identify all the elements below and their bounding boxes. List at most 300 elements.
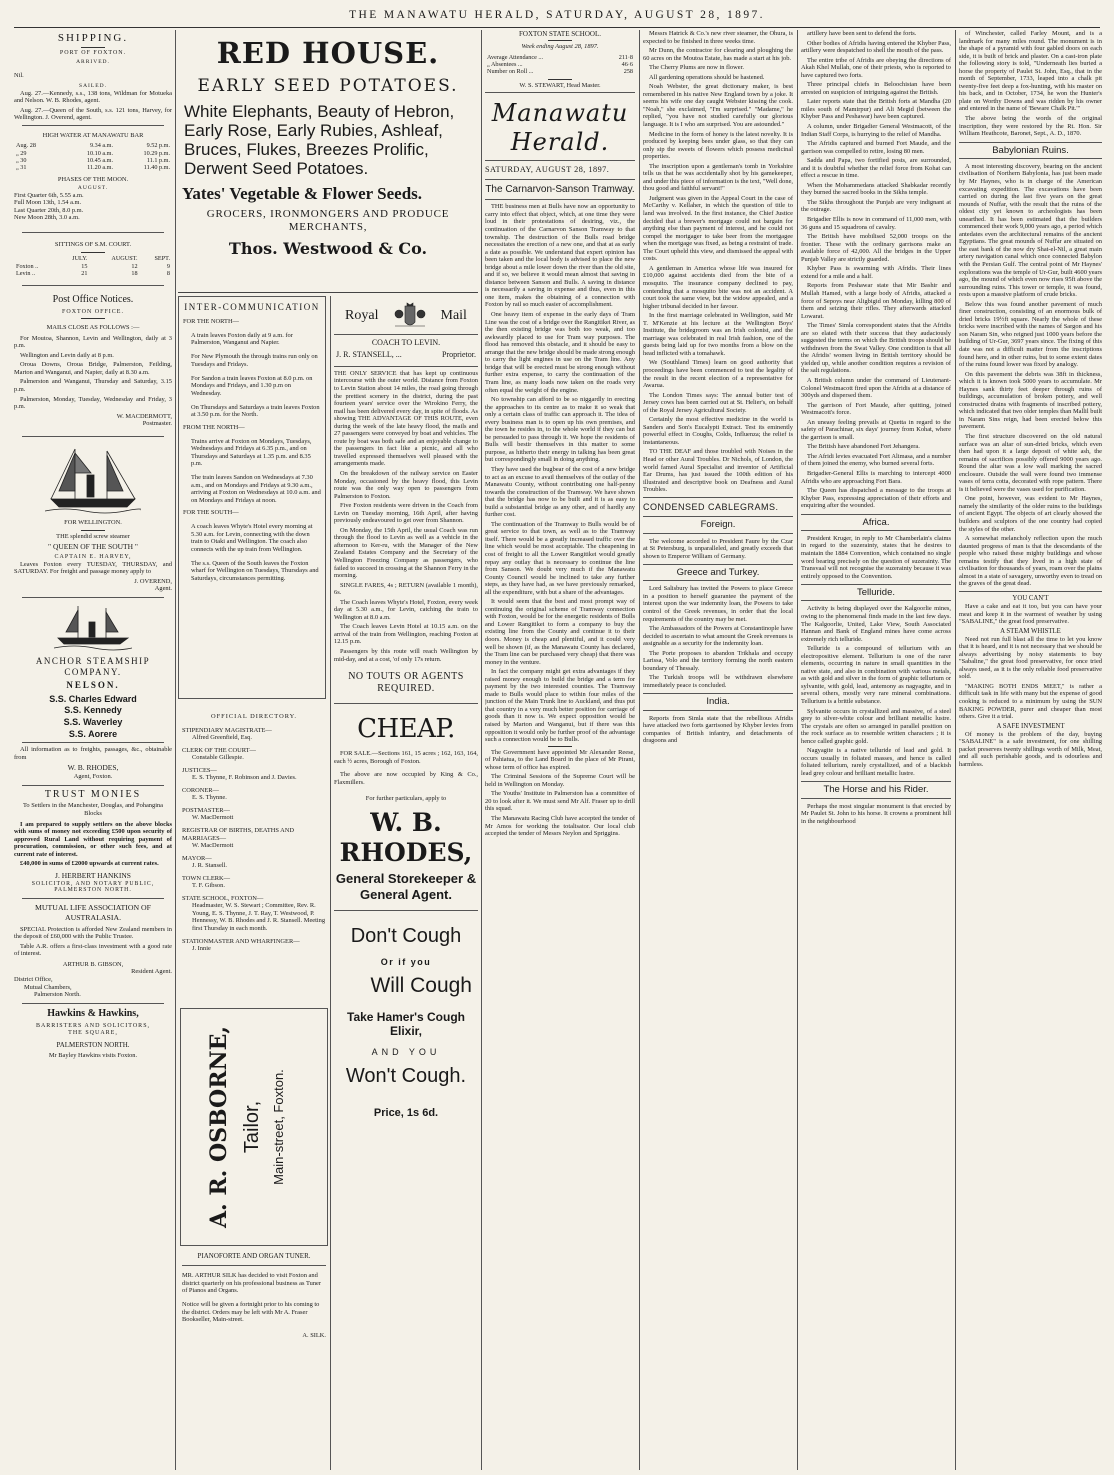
post-office-heading: Post Office Notices. (52, 294, 134, 306)
anchor-steamer-illustration (54, 602, 132, 652)
tide-row-cell: 11.40 p.m. (143, 164, 170, 172)
tide-row (14, 142, 172, 149)
mutual-text-2: Table A.R. offers a first-class investment with a good rate of interest. (14, 942, 172, 958)
column-2b (334, 296, 478, 1470)
tide-row (14, 157, 172, 164)
column-rule (330, 296, 331, 1470)
babylon-paragraph: A somewhat melancholy reflection upon the much daunted progress of man is that the descendants of the people who raised these mighty buildings and whose remains testify that they lived in a high state of civilisation for thousands of years, roam over the plains almost in a state of savagery, unworthy even to tread on the graves of the great dead. (959, 535, 1102, 588)
india-continued (801, 30, 951, 510)
babylonian-text (959, 163, 1102, 588)
port-heading: PORT OF FOXTON. (59, 49, 127, 56)
moon-month: AUGUST. (77, 185, 109, 192)
for-sale-text: FOR SALE.—Sections 161, 15 acres ; 162, 163, 164, each ½ acres, Borough of Foxton. (334, 750, 478, 765)
school-row-cell: 211·8 (618, 53, 633, 61)
school-signature: W. S. STEWART, Head Master. (519, 81, 601, 89)
news-paragraph: We (Southland Times) learn on good authority that proceedings have been commenced to test the legality of the result in the recent election of a representative for Awarua. (643, 359, 793, 390)
greece-text (643, 585, 793, 689)
mails-heading: MAILS CLOSE AS FOLLOWS :— (46, 324, 140, 332)
coach-text: THE ONLY SERVICE that has kept up continuous intercourse with the outer world. Distance from Foxton to Levin Station about 14 miles, the road going through the prettiest scenery in the district, during the past fourteen years' service over the Wirokino Ferry, the mail has been delivered every day, in spite of floods. As showing THE ADVANTAGE OF THIS ROUTE, even during the week of the late heavy flood, the mails and 27 passengers were conveyed by boat and vehicles. The route by boat was both safe and an enjoyable change to the passengers in fact like a picnic, and all who travelled expressed themselves well pleased with the arrangements made. (334, 369, 478, 468)
ship-list (14, 694, 172, 739)
proprietor-name: J. R. STANSELL, ... (336, 350, 402, 360)
divider (485, 160, 635, 161)
moon-phase: First Quarter 6th, 5.55 a.m. (14, 191, 84, 199)
india-paragraph: The entire tribe of Afridis are obeying the directions of Akah Khel Mullah, one of their priests, who is reported to have captured two forts. (801, 56, 951, 79)
tramway-title: The Carnarvon-Sanson Tramway. (485, 183, 635, 195)
directory-value: T. F. Gibson. (192, 882, 225, 890)
anchor-agent: W. B. RHODES, (67, 763, 119, 773)
india-paragraph: Later reports state that the British forts at Mandha (20 miles south of Mamirpur) and Ali Megid (between the Khyber Pass and Peshawar) have been captured. (801, 98, 951, 121)
inter-communication-heading: INTER-COMMUNICATION (184, 302, 320, 312)
mail-label: Mail (440, 307, 467, 323)
india-paragraph: The Times' Simla correspondent states that the Afridis are so elated with their success that they audaciously suggested the terms on which the British troops should be withdrawn from the Swat Valley. One condition is that all the Afridis' women living in British territory should be yielded up, while another condition requires a revision of the salt regulations. (801, 322, 951, 375)
tide-row-cell: 10.10 a.m. (86, 149, 114, 157)
tramway-paragraph: THE business men at Bulls have now an opportunity to carry into effect that object, which, at one time they were loud in their protestations of desiring, viz., the continuation of the Carnarvon Sanson Tramway to that township. The destruction of the Bulls road bridge necessitates the erection of a new one, and that at as early a date as possible. We understand that expert opinion has been taken and the local body is advised to place the new bridge about a mile lower down the river than the old site, and if so, we believe it would mean almost that saving in distance between Sanson and Bulls. A saving in distance is necessarily a saving in expense and thus, even in this one item, makes the obtaining of a connection with Foxton by rail so much easier of accomplishment. (485, 203, 635, 309)
ship-name: S.S. Charles Edward (49, 693, 137, 704)
india-paragraph: Sadda and Papa, two fortified posts, are surrounded, and it is doubtful whether the relief force from Kohat can effect a rescue in time. (801, 157, 951, 180)
divider (334, 910, 478, 911)
anchor-agent-title: Agent, Foxton. (73, 773, 113, 781)
coach-text: Five Foxton residents were driven in the Coach from Levin on Tuesday morning, 16th April, after having previously endeavoured to get over from Shannon. (334, 502, 478, 525)
directory-value: J. R. Stansell. (192, 862, 227, 870)
column-rule (175, 30, 176, 1470)
india-paragraph: An uneasy feeling prevails at Quetta in regard to the safety of Parachinar, six days' journey from Kohat, where the garrison is small. (801, 418, 951, 441)
directory-label: POSTMASTER— (182, 806, 230, 814)
school-row-cell: 258 (623, 68, 633, 76)
moon-phase: Last Quarter 20th, 8.0 p.m. (14, 206, 84, 214)
hawkins-town: PALMERSTON NORTH. (56, 1040, 130, 1049)
india-paragraph: A column, under Brigadier General Westmacott, of the Indian Staff Corps, is hurrying to the relief of Mandha. (801, 123, 951, 138)
directory-label: STATE SCHOOL, FOXTON— (182, 894, 264, 902)
tide-row-cell: Aug. 28 (16, 142, 36, 150)
directory-label: JUSTICES— (182, 766, 217, 774)
rhodes-title: General Storekeeper & General Agent. (335, 871, 477, 902)
greece-turkey-heading: Greece and Turkey. (643, 564, 793, 581)
tide-table (14, 142, 172, 171)
news-paragraph: A gentleman in America whose life was insured for £10,000 against accidents died from the bite of a mosquito. The insurance company declined to pay, contending that a mosquito bite was not an accident. A court took the same view, but the widow appealed, and a higher tribunal decided in her favour. (643, 264, 793, 310)
divider (81, 530, 105, 531)
babylon-paragraph: One point, however, was evident to Mr Haynes, namely the similarity of the older ruins to the buildings of ancient Egypt. The objects of art clearly showed the builders and sculptors of the one country had copied the styles of the other. (959, 495, 1102, 533)
greece-paragraph: The Ambassadors of the Powers at Constantinople have decided to ascertain to what amount the Greek revenues is assignable as a security for the indemnity loan. (643, 625, 793, 648)
horse-paragraph: of Winchester, called Farley Mount, and is a landmark for many miles round. The monument is in the shape of a pyramid with four gabled doors on each side, it is built of brick and plaster. On a cast-iron plate the following story is told, "Underneath lies buried a horse the property of Paulet St. John, Esq., that in the month of September, 1733, leaped into a chalk pit twenty-five feet deep a fox-hunting, with his master on his back, and in October, 1734, he won the Hunter's plate on Worthy Downs and was ridden by his owner and entered in the name of 'Beware Chalk Pit.'" (959, 30, 1102, 113)
school-row-cell: Average Attendance ... (487, 53, 544, 61)
ship-name: S.S. Aorere (68, 728, 118, 739)
shipping-heading: SHIPPING. (57, 32, 129, 44)
grocers-line: GROCERS, IRONMONGERS AND PRODUCE MERCHANTS, (206, 208, 450, 234)
greece-paragraph: The Turkish troops will be withdrawn elsewhere immediately peace is concluded. (643, 674, 793, 689)
directory-label: REGISTRAR OF BIRTHS, DEATHS AND MARRIAGES— (182, 827, 294, 842)
gibson-town: Palmerston North. (34, 991, 81, 999)
column-4 (643, 30, 793, 1470)
cant-heading: YOU CAN'T (1012, 594, 1049, 602)
school-row (485, 54, 635, 61)
piano-heading: PIANOFORTE AND ORGAN TUNER. (197, 1252, 311, 1260)
india-paragraph: The Afridi levies evacuated Fort Alimasa, and a number of them joined the enemy, who burned several forts. (801, 452, 951, 468)
tramway-paragraph: The continuation of the Tramway to Bulls would be of great service to that town, as well as to the Tramway itself. There would be a greatly increased traffic over the line which would be most acceptable. The cheapening in cost of freight to all the Lower Rangitikei would greatly repay any outlay that is necessary to continue the line from Sanson. We doubt very much if the Manawatu County Council would be inclined to take any further steps, as they have had, as we have previously remarked, all the expenditure, with but a share of the advantages. (485, 520, 635, 596)
condensed-cablegrams-heading: CONDENSED CABLEGRAMS. (643, 501, 779, 512)
occupied-text: The above are now occupied by King & Co., Flaxmillers. (334, 771, 478, 787)
herald-title: Manawatu Herald. (491, 99, 629, 156)
ship-name: S.S. Kennedy (64, 705, 122, 716)
horse-text: Perhaps the most singular monument is that erected by Mr Paulet St. John to his horse. It crowns a prominent hill in the neighbourhood (801, 802, 951, 825)
greece-paragraph: The Porte proposes to abandon Trikhala and occupy Larissa, Volo and the territory forming the north eastern boundary of Thessaly. (643, 649, 793, 672)
sittings-row-cell: JULY. (72, 255, 88, 263)
coach-text: On Monday, the 15th April, the usual Coach was run through the flood to Levin as well as a vehicle in the afternoon to Ker-ru, with the Manager of the New Zealand Estates Company and the Secretary of the Wellington Freezing Company as passengers, who failed to succeed in crossing at the Shannon Ferry in the morning. (334, 526, 478, 580)
news-paragraph: Mr Dunn, the contractor for clearing and ploughing the 60 acres on the Moutoa Estate, has made a start at his job. (643, 47, 793, 62)
apply-text: For further particulars, apply to (365, 794, 447, 802)
post-office-sub: FOXTON OFFICE. (62, 309, 124, 316)
sittings-row-cell: 18 (131, 269, 138, 277)
divider (548, 40, 572, 41)
telluride-paragraph: Telluride is a compound of tellurium with an electropositive element. Tellurium is one of the rarer elements, occurring in nature in small quantities in the native state, and also in combination with various metals, as with gold and silver in the form of graphic tellurium or sylvanite, with gold, lead, antemony as nagyagite, and in several others, mostly very rare mineral combinations. Tellurium is a brittle substance. (801, 645, 951, 705)
coach-heading: COACH TO LEVIN. (371, 338, 441, 347)
potato-varieties: White Elephants, Beauty of Hebron, Early Rose, Early Rubies, Ashleaf, Bruces, Flukes, Breezes Prolific, Derwent Seed Potatoes. (184, 102, 455, 179)
column-rule (481, 30, 482, 1470)
moon-phase: New Moon 28th, 3.0 a.m. (14, 214, 80, 222)
telluride-text (801, 605, 951, 777)
elixir-price: Price, 1s 6d. (373, 1106, 439, 1119)
nil-text: Nil. (14, 71, 24, 79)
directory-value: Constable Gillespie. (192, 754, 244, 762)
queen-schedule: Leaves Foxton every TUESDAY, THURSDAY, and SATURDAY. For freight and passage money apply to (14, 560, 172, 576)
india-paragraph: The garrison of Fort Maude, after quitting, joined Westmacott's force. (801, 401, 951, 417)
directory-heading: OFFICIAL DIRECTORY. (211, 713, 297, 720)
divider (22, 232, 164, 233)
news-item: The Manawatu Racing Club have accepted the tender of Mr Amos for working the totalisator. Our local club accepted the tender of Messrs Neylon and Spriggins. (485, 815, 635, 838)
tramway-paragraph: They have used the bugbear of the cost of a new bridge to act as an excuse to avail themselves of the outlay of the Manawatu County, without contributing one half-penny towards the construction of the Tramway. We have shown that the bridge has now to be built and it is as easy to build a substantial bridge as any other, and of hardly any further cost. (485, 465, 635, 519)
school-heading: FOXTON STATE SCHOOL. (519, 30, 601, 38)
royal-crest-icon (393, 302, 427, 330)
column-3 (485, 30, 635, 1470)
piano-tuner-ad (182, 1252, 326, 1339)
moon-phase: Full Moon 13th, 1.54 a.m. (14, 199, 82, 207)
gibson-office: District Office, (14, 975, 53, 983)
safe-heading: A SAFE INVESTMENT (996, 722, 1065, 730)
trust-text: I am prepared to supply settlers on the above blocks with sums of money not exceeding £500 upon security of approved Rural Land without requiring payment of procuration, commission, or other such fees, and at current rate of interest. (14, 820, 172, 858)
news-paragraph: TO THE DEAF and those troubled with Noises in the Head or other Aural Troubles. Dr Nichols, of London, the world famed Aural Specialist and inventor of Artificial Ear Drums, has just issued the 100th edition of his illustrated and descriptive book on Deafness and Aural Troubles. (643, 448, 793, 494)
sailed-heading: SAILED. (79, 83, 107, 90)
news-paragraph: All gardening operations should be hastened. (649, 73, 765, 81)
for-south-heading: FOR THE SOUTH— (183, 509, 239, 517)
school-row-cell: 46·6 (621, 61, 633, 69)
high-water-heading: HIGH WATER AT MANAWATU BAR (42, 131, 144, 139)
tide-row-cell: 11.20 a.m. (87, 164, 114, 172)
gibson-name: ARTHUR B. GIBSON, (62, 960, 124, 968)
sailed-entry: Aug. 27.—Queen of the South, s.s. 121 tons, Harvey, for Wellington. J. Overend, agent. (14, 106, 172, 122)
directory-value: W. MacDermott (192, 842, 234, 850)
sittings-row (14, 263, 172, 270)
for-north-heading: FOR THE NORTH— (183, 317, 239, 325)
india-paragraph: Other bodies of Afridis having entered the Khyber Pass, artillery were despatched to shell the mouth of the pass. (801, 39, 951, 55)
news-paragraph: In the first marriage celebrated in Wellington, said Mr T. M'Kenzie at his lecture at the Wellington Boys' Institute, the bridegroom was an Irish colonist, and the marriage was celebrated in real Irish fashion, one of the guests being laid up for two months from a blow on the head inflicted with a tomahawk. (643, 312, 793, 357)
hawkins-square: THE SQUARE, (68, 1030, 118, 1037)
tide-row-cell: 9.52 p.m. (146, 142, 170, 150)
news-paragraph: Judgment was given in the Appeal Court in the case of McCarthy v. Kellaher, in which the question of title to land was involved. In the first instance, the Chief Justice decided that a brewer's mortgage could not bargain for anything else than payment of interest, and he could not compel the mortgager to take beer from the mortgagee when the mortgage was fixed, as being a restraint of trade. The Court upheld this view, and dismissed the appeal with costs. (643, 194, 793, 263)
divider (22, 436, 164, 437)
sittings-row-cell: Foxton .. (16, 262, 39, 270)
osborne-address: Main-street, Foxton. (271, 1069, 286, 1185)
india-paragraph: Khyber Pass is swarming with Afridis. Their lines extend for a mile and a half. (801, 265, 951, 280)
hankins-place: PALMERSTON NORTH. (54, 887, 132, 894)
india-paragraph: Brigadier Ellis is now in command of 11,000 men, with 36 guns and 15 squadrons of cavalry. (801, 216, 951, 231)
proprietor-line (336, 350, 476, 359)
divider (548, 79, 572, 80)
divider (182, 1265, 326, 1266)
official-directory (182, 705, 326, 955)
sittings-row-cell: AUGUST. (111, 255, 138, 263)
divider (959, 591, 1102, 592)
divider (22, 1003, 164, 1004)
anchor-info: All information as to freights, passages, &c., obtainable from (14, 746, 172, 761)
wont-cough: Won't Cough. (345, 1065, 467, 1088)
telluride-paragraph: Activity is being displayed over the Kalgoorlie mines, owing to the phenomenal finds made in the last few days. The Kalgoorlie, United, Lake View, South Associated Hannan and Bank of England mines have come across extremely rich telluride. (801, 605, 951, 643)
news-item: The Youths' Institute in Palmerston has a committee of 20 to look after it. We must send Mr Alf. Fraser up to drill this squad. (485, 790, 635, 813)
postmaster-name: W. MACDERMOTT, (116, 412, 172, 420)
news-paragraph: Noah Webster, the great dictionary maker, is best remembered in his native New England town by a joke. It seems his wife one day caught Webster kissing the cook. "Noah," she exclaimed, "I'm surprised." "Madame," he replied, "you have not studied carefully our glorious language. It is I who am surprised. You are astounded." (643, 83, 793, 129)
steamship-illustration (45, 441, 141, 515)
coach-text: Passengers by this route will reach Wellington by mid-day, and at a cost, 'of only 17s return. (334, 648, 478, 663)
gibson-chambers: Mutual Chambers, (24, 983, 72, 991)
cheap-heading: CHEAP. (357, 713, 455, 744)
moon-phase-list (14, 192, 172, 222)
mail-schedule: Oroua Downs, Oroua Bridge, Palmerston, Feilding, Marton and Wanganui, and Napier, daily at 8.30 a.m. (14, 361, 172, 376)
queen-intro: THE splendid screw steamer (56, 533, 130, 541)
telluride-paragraph: Nagyagite is a native telluride of lead and gold. It occurs usually in foliated masses, and hence is called foliated tellurium, rarely crystallized, and of a blackish lead grey colour and brilliant metallic lustre. (801, 747, 951, 777)
divider (81, 252, 105, 253)
tramway-paragraph: No township can afford to be so niggardly in erecting the approaches to its centre as to make it so weak that only a certain class of traffic can approach it. The idea of every business man is to open up his own premises, and the town he resides in, to the whole world if they can but be persuaded to pass through it. We hope the residents of Bulls will bestir themselves in this matter to some purpose, as hitherto their energy in talking has been great but correspondingly small in doing anything. (485, 396, 635, 464)
africa-text: President Kruger, in reply to Mr Chamberlain's claims in regard to the suzerainty, states that he desires to maintain the 1884 Convention, which contained no single word bearing precisely on the question of suzerainty. The Transvaal will not recognise the suzerainty because it was entirely opposed to the Convention. (801, 534, 951, 580)
column-rule (639, 30, 640, 1470)
safe-text: Of money is the problem of the day, buying "SABALINE" is a safe investment, for one shilling packet preserves twenty shillings worth of Milk, Meat, and all such perishable goods, and is odourless and harmless. (959, 730, 1102, 768)
hawkins-visits: Mr Bayley Hawkins visits Foxton. (48, 1051, 138, 1059)
tide-row-cell: „ 29 (16, 149, 27, 157)
column-rule (797, 30, 798, 1470)
herald-dateline: SATURDAY, AUGUST 28, 1897. (485, 164, 610, 174)
ic-entry: The s.s. Queen of the South leaves the Foxton wharf for Wellington on Tuesdays, Thursdays and Saturdays, circumstances permitting. (191, 559, 319, 582)
india-paragraph: The Afridis captured and burned Fort Maude, and the garrison was compelled to retire, losing 80 men. (801, 140, 951, 155)
trust-sub: To Settlers in the Manchester, Douglas, and Pohangina Blocks (22, 802, 164, 817)
piano-signature: A. SILK. (302, 1331, 326, 1339)
sittings-row-cell: 15 (81, 262, 88, 270)
proprietor-title: Proprietor. (442, 350, 476, 360)
tide-row-cell: 11.1 p.m. (146, 156, 170, 164)
tide-row-cell: 9.34 a.m. (89, 142, 114, 150)
india-paragraph: artillery have been sent to defend the forts. (807, 30, 917, 37)
yates-seeds: Yates' Vegetable & Flower Seeds. (182, 184, 423, 204)
osborne-name: A. R. OSBORNE, (206, 1025, 232, 1229)
directory-list (182, 727, 326, 953)
mails-list (14, 335, 172, 411)
queen-agent-title: Agent. (154, 585, 172, 593)
coach-text: The Coach leaves Whyte's Hotel, Foxton, every week day at 5.30 a.m., for Levin, catching the train to Wellington at 8.0 a.m. (334, 598, 478, 621)
sittings-row-cell: 8 (166, 269, 170, 277)
news-paragraph: The London Times says: The annual butter test of Jersey cows has been carried out at St. Helier's, on behalf of the Royal Jersey Agricultural Society. (643, 391, 793, 414)
directory-label: STATIONMASTER AND WHARFINGER— (182, 937, 300, 945)
gibson-title: Resident Agent. (131, 968, 172, 976)
no-touts-notice: NO TOUTS OR AGENTS REQUIRED. (348, 671, 464, 694)
coach-text: The Coach leaves Levin Hotel at 10.15 a.m. on the arrival of the train from Wellington, reaching Foxton at 12.15 p.m. (334, 623, 478, 646)
news-item: The Criminal Sessions of the Supreme Court will be held in Wellington on Monday. (485, 773, 635, 788)
sittings-row-cell (14, 255, 57, 262)
piano-text: MR. ARTHUR SILK has decided to visit Foxton and district quarterly on his professional business as Tuner of Pianos and Organs. (182, 1272, 321, 1295)
red-house-title: RED HOUSE. (216, 36, 440, 70)
anchor-company-heading: ANCHOR STEAMSHIP COMPANY. (35, 655, 151, 677)
sittings-row (14, 270, 172, 277)
babylon-paragraph: A most interesting discovery, bearing on the ancient civilisation of Northern Babylonia, has just been made by Mr Haynes, who is in charge of the American excavating expedition. The excavations have been carried on during the last five years on the great mounds of Nuffar, with the result that the ruins of the oldest city yet known to archeologists has been unearthed. It has been estimated that the builders commenced their work 9,000 years ago, a period which antedates even the architectural remains of the ancient Egyptians. The great mounds of Nuffar are situated on the east bank of the now dry Shat-el-Nil, a great main artery navigation canal which once connected Babylon with the Persian Gulf. The central point of Mr Haynes' explorations was the temple of Ur-Gur, built 4600 years ago, the mound of which even now rises 95ft above the surrounding ruins. This tower or temple, it was found, rests upon a massive platform of crude bricks. (959, 162, 1102, 299)
divider (22, 125, 164, 126)
westwood-name: Thos. Westwood & Co. (228, 239, 428, 259)
coach-fares: SINGLE FARES, 4s ; RETURN (available 1 month), 6s. (334, 581, 478, 597)
india-paragraph: The British have mobilised 52,000 troops on the frontier. These with the ordinary garrisons make an available force of 42,000. All the bridges in the Upper Punjab Valley are strictly guarded. (801, 233, 951, 263)
school-table (485, 54, 635, 76)
sittings-row-cell: 12 (131, 262, 138, 270)
directory-value: E. S. Thynne. (192, 794, 227, 802)
sittings-row-cell: 9 (166, 262, 170, 270)
piano-text-2: Notice will be given a fortnight prior to his coming to the district. Orders may be left with Mr A. Fraser Bookseller, Main-street. (182, 1301, 320, 1324)
school-week: Week ending August 28, 1897. (521, 43, 599, 51)
royal-label: Royal (345, 307, 379, 323)
tide-row-cell: 10.29 p.m. (143, 149, 170, 157)
news-paragraph: The Cherry Plums are now in flower. (649, 64, 744, 72)
ic-entry: A coach leaves Whyte's Hotel every morning at 5.30 a.m. for Levin, connecting with the down train to Otaki and Wellington. The coach also connects with the up train from Wellington. (191, 523, 313, 553)
telluride-heading: Telluride. (801, 584, 951, 601)
queen-agent: J. OVEREND, (134, 577, 172, 585)
sittings-row-cell: Levin .. (16, 269, 36, 277)
india-paragraph: A British column under the command of Lieutenant-Colonel Westmacott fired upon the Afridis at a distance of 300yds and dispersed them. (801, 376, 951, 400)
postmaster-title: Postmaster. (142, 420, 172, 428)
tide-row-cell: 10.45 a.m. (86, 156, 114, 164)
masthead: THE MANAWATU HERALD, SATURDAY, AUGUST 28, 1897. (349, 9, 765, 21)
babylon-paragraph: Below this was found another pavement of much finer construction, consisting of an enormous bulk of dried bricks 19½ft square. Nearly the whole of these bricks were inscribed with the names of Sargon and his son Naram Sin, who reigned just 1000 years before the building of Ur-Gur, 3697 years since. The fixing of this date was not a difficult matter from the inscriptions found here, and in other ruins, but to some extent dates of the ruins found lower was fixed by analogy. (959, 300, 1102, 369)
mail-schedule: Wellington and Levin daily at 8 p.m. (20, 351, 114, 359)
sittings-row (14, 255, 172, 262)
news-paragraph: Certainly the most effective medicine in the world is Sanders and Son's Eucalypti Extract. Test its eminently powerful effect in Coughs, Colds, Influenza; the relief is instantaneous. (643, 416, 793, 446)
tide-row (14, 164, 172, 171)
arrived-heading: ARRIVED. (76, 59, 110, 66)
sittings-table (14, 255, 172, 277)
tramway-paragraph: One heavy item of expense in the early days of Tram Line was the cost of a bridge over the Rangitikei River, as the then existing bridge was both too weak, and too awkwardly placed to use for Tram way purposes. The flood has removed this obstacle, and it should be easy to arrange that the new bridge should be made strong enough to carry the light engines in use on the Tram line. Any bridge that will be erected must be strong enough without further extra expense, to carry the continuation of the Tram line, as many loads now taken on the roads very often equal the weight of the engine. (485, 311, 635, 394)
anchor-nelson: NELSON. (66, 680, 120, 691)
divider (485, 92, 635, 93)
sittings-heading: SITTINGS OF S.M. COURT. (54, 240, 132, 248)
divider (485, 199, 635, 200)
africa-heading: Africa. (801, 514, 951, 531)
queen-captain: CAPTAIN E. HARVEY, (54, 553, 132, 560)
india-paragraph: The British have abandoned Fort Jehangera. (807, 443, 920, 451)
mail-schedule: For Moutoa, Shannon, Levin and Wellington, daily at 3 p.m. (14, 334, 172, 350)
news-items (643, 30, 793, 494)
divider (22, 898, 164, 899)
babylon-paragraph: The first structure discovered on the old natural surface was an altar of sun-dried bricks, which even then had upon it a large deposit of white ash, the remains of sacrifices possibly offered 9000 years ago. Round the altar was a low wall marking the sacred enclosure. Outside the wall were found two immense vases of terra cotta, decorated with rope pattern. There is it believed were the vases used for purification. (959, 433, 1102, 493)
wellington-heading: FOR WELLINGTON. (64, 518, 122, 526)
divider (81, 318, 105, 319)
will-cough: Will Cough (370, 973, 472, 997)
india-paragraph: The Sikhs throughout the Punjab are very indignant at the outrage. (801, 198, 951, 214)
ic-entry: A train leaves Foxton daily at 9 a.m. for Palmerston, Wanganui and Napier. (191, 331, 293, 347)
directory-label: CORONER— (182, 786, 219, 794)
divider (22, 285, 164, 286)
india-paragraph: Reports from Peshawar state that Mir Bashir and Mullah Hamed, with a large body of Afridis, attacked a force of Sepoys near Aligbigid on Monday, killing 800 of them and seizing their rifles. They afterwards attacked Lowarat. (801, 282, 951, 320)
telluride-paragraph: Sylvanite occurs in crystallized and massive, of a steel grey to silver-white colour and brilliant metallic lustre. The crystals are often so arranged in parallel position on the rock surface as to resemble written characters ; it is hence called graphic gold. (801, 707, 951, 745)
horse-paragraph: The above being the words of the original inscription, they were restored by the Rt. Hon. Sir William Heathcote, Baronet, Sept., A. D., 1870. (959, 115, 1102, 138)
mail-schedule: Palmerston and Wanganui, Thursday and Saturday, 3.15 p.m. (14, 378, 172, 393)
column-rule (955, 30, 956, 1470)
directory-label: STIPENDIARY MAGISTRATE— (182, 726, 272, 734)
divider (334, 703, 478, 704)
news-item: The Government have appointed Mr Alexander Reese, of Pahiatua, to the Land Board in the place of Mr Pirani, whose term of office has expired. (485, 748, 635, 771)
horse-continued (959, 30, 1102, 138)
news-paragraph: Medicine in the form of honey is the latest novelty. It is produced by keeping bees under glass, so that they can only sip the sweets of flowers which possess medicinal properties. (643, 130, 793, 161)
directory-value: Alfred Greenfield, Esq. (192, 734, 252, 742)
ic-entry: For New Plymouth the through trains run only on Tuesdays and Fridays. (191, 353, 318, 368)
inter-communication-box (178, 296, 326, 699)
queen-name: " QUEEN OF THE SOUTH " (48, 541, 138, 551)
hawkins-title: BARRISTERS AND SOLICITORS, (35, 1023, 151, 1030)
sailed-entry: Aug. 27.—Kennedy, s.s., 138 tons, Wildman for Motueka and Nelson. W. B. Rhodes, agent. (14, 89, 172, 105)
india-paragraph: Brigadier-General Ellis is marching to intercept 4000 Afridis who are approaching Fort Bara. (801, 469, 951, 485)
india-text: Reports from Simla state that the rebellious Afridis have attacked two forts garrisoned by Khyber levies from companies of British infantry, and detachments of dragoons and (643, 714, 793, 745)
india-heading: India. (643, 693, 793, 710)
from-north-heading: FROM THE NORTH— (183, 423, 245, 431)
directory-value: E. S. Thynne, F. Robinson and J. Davies. (192, 774, 297, 782)
tide-row-cell: „ 30 (16, 156, 27, 164)
ends-text: "MAKING BOTH ENDS MEET," is rather a difficult task in life with many but the expense of good cooking is reduced to a minimum by using the SUN BAKING POWDER, purer and cheaper than most others. Give it a trial. (959, 682, 1102, 721)
tramway-article (485, 203, 635, 743)
and-you: AND YOU (371, 1046, 441, 1057)
divider (643, 497, 793, 498)
sittings-row-cell: SEPT. (154, 255, 170, 263)
osborne-text (206, 1011, 286, 1243)
trust-monies-heading: TRUST MONIES (44, 788, 142, 800)
hankins-name: J. HERBERT HANKINS (55, 870, 131, 880)
trust-text-2: £40,000 in sums of £2000 upwards at current rates. (20, 860, 159, 868)
hamers-elixir: Take Hamer's Cough Elixir, (347, 1010, 465, 1039)
school-row-cell: Number on Roll ... (487, 68, 534, 76)
babylon-paragraph: On this pavement the debris was 38ft in thickness, which it is known took 5000 years to accumulate. Mr Haynes sank thirty feet deeper through ruins of buildings, accumulation of broken pottery, and well constructed drains with fragments of inscribed pottery, which indicated that two older temples than Mallil built in Naram Sins reign, had been erected below this pavement. (959, 370, 1102, 431)
tramway-paragraph: It would seem that the best and most prompt way of continuing the original scheme of Tramway connection with Foxton, would be for the energetic residents of Bulls and Lower Rangitikei to form a company to buy the existing line from the County and continue it to their doors. Money is cheap and plentiful, and it could very well be shown (if, as the Manawatu County has declared, the Tram line can be purchased very cheap) that there was money in the venture. (485, 598, 635, 666)
moon-phases-heading: PHASES OF THE MOON. (57, 175, 129, 183)
horse-rider-heading: The Horse and his Rider. (801, 781, 951, 798)
tramway-paragraph: In fact the company might get extra advantages if they raised money enough to build the bridge and a term for payment by the two interested counties. The Tramway made to Bulls would place to within four miles of the junction of the Main Trunk line to Auckland, and thus put that country in a very much better position for carriage of goods than it now is. We expect opposition would be raised by Marton and Wanganui, but if there was this opposition it would only be further proof of the advantage such a connection would be to Bulls. (485, 668, 635, 744)
india-paragraph: Three principal chiefs in Beloochistan have been arrested on suspicion of intriguing against the British. (801, 81, 951, 96)
mutual-text: SPECIAL Protection is afforded New Zealand members in the deposit of £60,000 with the Public Trustee. (14, 925, 172, 941)
ic-entry: Trains arrive at Foxton on Mondays, Tuesdays, Wednesdays and Fridays at 6.35 p.m., and on Thursdays and Saturdays at 1.35 p.m. and 8.35 p.m. (191, 437, 312, 468)
news-paragraph: Messrs Hatrick & Co.'s new river steamer, the Ohura, is expected to be finished in three weeks time. (643, 30, 793, 45)
tide-row-cell: „ 31 (16, 164, 27, 172)
osborne-trade: Tailor, (241, 1100, 263, 1154)
or-if-you: Or if you (380, 956, 432, 967)
cant-text: Have a cake and eat it too, but you can have your meat and keep it in the warmest of weather by using "SABALINE," the great food preservative. (959, 602, 1102, 626)
directory-label: TOWN CLERK— (182, 874, 230, 882)
hawkins-heading: Hawkins & Hawkins, (47, 1007, 139, 1019)
mail-schedule: Palmerston, Monday, Tuesday, Wednesday and Friday, 3 p.m. (14, 395, 172, 411)
column-1 (14, 30, 172, 1470)
coach-text: On the breakdown of the railway service on Easter Monday, occasioned by the heavy flood, this Levin route was the only way open to passengers from Palmerston to Foxton. (334, 469, 478, 500)
news-paragraph: The inscription upon a gentleman's tomb in Yorkshire tells us that he was accidentally shot by his gamekeeper, and under this piece of information is the text, "Well done, thou good and faithful servant!" (643, 162, 793, 193)
royal-mail-header (334, 302, 478, 330)
divider (548, 746, 572, 747)
directory-value: W. MacDermott (192, 814, 234, 822)
hankins-title: SOLICITOR, AND NOTARY PUBLIC, (31, 880, 155, 887)
babylonian-heading: Babylonian Ruins. (959, 142, 1102, 159)
india-paragraph: When the Mohammedans attacked Shabkadar recently they burned the sacred books in the Sikhs temple. (801, 181, 951, 197)
divider (334, 366, 478, 367)
ic-entry: The train leaves Sandon on Wednesdays at 7.30 a.m., and on Mondays and Fridays at 9.30 a.m., arriving at Foxton on Wednesdays at 10.0 a.m. and on Mondays and Fridays at noon. (191, 474, 321, 504)
early-seed-title: EARLY SEED POTATOES. (197, 76, 459, 97)
school-row-cell: „ Absentees ... (487, 61, 523, 69)
divider (334, 334, 478, 335)
divider (22, 597, 164, 598)
osborne-ad (180, 1008, 328, 1246)
